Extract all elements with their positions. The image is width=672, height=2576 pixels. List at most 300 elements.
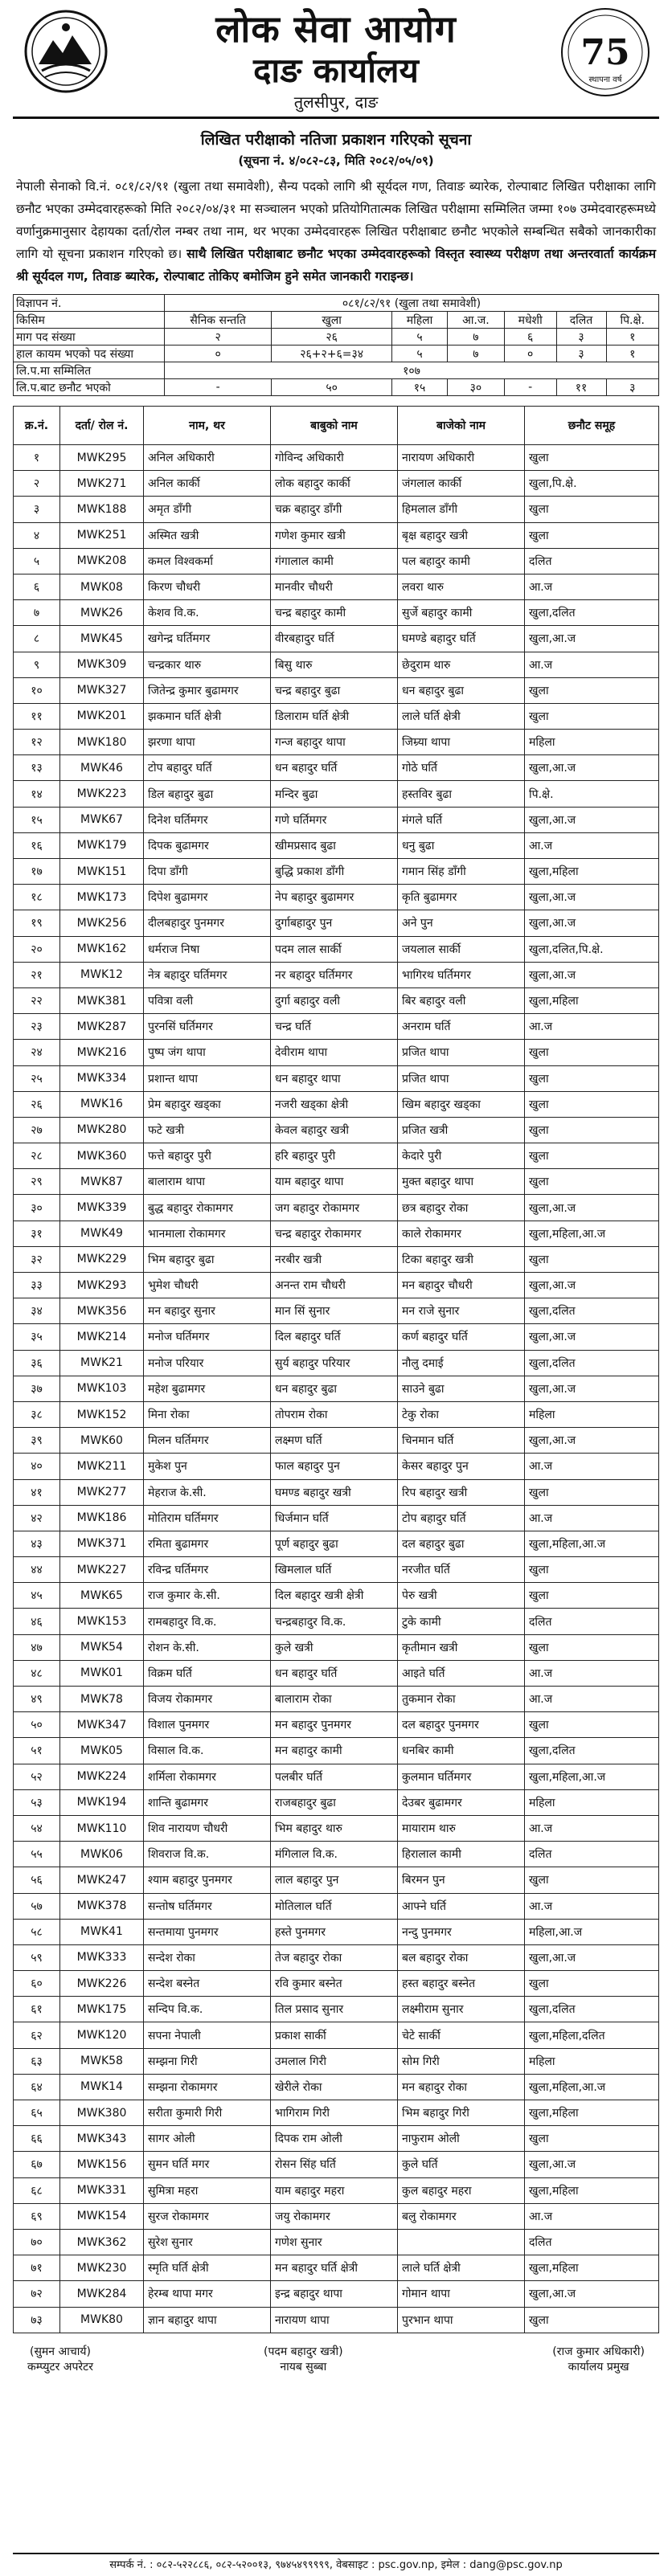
serial-number: ४९ xyxy=(14,1687,60,1712)
selection-group: खुला,दलित xyxy=(525,1350,659,1376)
roll-number: MWK180 xyxy=(60,730,144,755)
table-row xyxy=(14,755,659,781)
selection-group: खुला,दलित xyxy=(525,1298,659,1324)
serial-number: ३० xyxy=(14,1195,60,1221)
selection-group: खुला,आ.ज xyxy=(525,807,659,832)
roll-number: MWK339 xyxy=(60,1195,144,1221)
serial-number: १७ xyxy=(14,859,60,885)
roll-number: MWK360 xyxy=(60,1143,144,1169)
roll-number: MWK110 xyxy=(60,1815,144,1841)
selection-group: खुला,दलित xyxy=(525,600,659,626)
father-name: फाल बहादुर पुन xyxy=(271,1454,398,1479)
roll-number: MWK179 xyxy=(60,832,144,858)
grandfather-name: चिनमान घर्ति xyxy=(398,1428,525,1454)
serial-number: १८ xyxy=(14,885,60,910)
serial-number: १३ xyxy=(14,755,60,781)
selection-group: आ.ज xyxy=(525,2203,659,2229)
serial-number: २७ xyxy=(14,1117,60,1143)
table-row xyxy=(14,962,659,987)
roll-number: MWK280 xyxy=(60,1117,144,1143)
table-row xyxy=(14,1143,659,1169)
grandfather-name: काले रोकामगर xyxy=(398,1221,525,1246)
father-name: पूर्ण बहादुर बुढा xyxy=(271,1531,398,1556)
grandfather-name: पुरभान थापा xyxy=(398,2307,525,2333)
grandfather-name: टिका बहादुर खत्री xyxy=(398,1246,525,1272)
table-row xyxy=(14,1117,659,1143)
table-row xyxy=(14,1221,659,1246)
candidate-name: शिव नारायण चौधरी xyxy=(144,1815,271,1841)
serial-number: ५३ xyxy=(14,1789,60,1815)
notice-body-text: नेपाली सेनाको वि.नं. ०८१/८२/९१ (खुला तथा समावेशी), सैन्य पदको लागि श्री सूर्यदल गण, तिवाङ ब्यारेक, रोल्पाबाट लिखित परीक्षाका लागि छनौट भएका उम्मेदवारहरूको मिति २०८२/०४/३१ मा सञ्चालन भएको प्रतियोगितात्मक लिखित परीक्षामा सम्मिलित जम्मा १०७ उम्मेदवारहरूमध्ये वर्णानुक्रमानुसार देहायका दर्ता/रोल नम्बर तथा नाम, थर भएका उम्मेदवारहरू लिखित परीक्षाबाट छनौट भएकोले सम्बन्धित सबैको जानकारीका लागि यो सूचना प्रकाशन गरिएको छ। xyxy=(16,179,656,261)
table-row xyxy=(14,1660,659,1686)
serial-number: ५२ xyxy=(14,1764,60,1789)
grandfather-name: अनराम घर्ति xyxy=(398,1014,525,1040)
grandfather-name: खिम बहादुर खड्का xyxy=(398,1091,525,1117)
serial-number: १६ xyxy=(14,832,60,858)
notice-reference: (सूचना नं. ४/०८२-८३, मिति २०८२/०५/०९) xyxy=(238,153,434,168)
father-name: हरि बहादुर पुरी xyxy=(271,1143,398,1169)
table-row xyxy=(14,730,659,755)
selection-group: खुला xyxy=(525,1091,659,1117)
summary-cell: ७ xyxy=(447,346,504,362)
serial-number: ६५ xyxy=(14,2100,60,2126)
serial-number: ६१ xyxy=(14,1997,60,2022)
summary-row xyxy=(14,329,659,346)
roll-number: MWK331 xyxy=(60,2177,144,2203)
roll-number: MWK156 xyxy=(60,2152,144,2177)
table-row xyxy=(14,1738,659,1764)
candidate-name: प्रेम बहादुर खड्का xyxy=(144,1091,271,1117)
table-row xyxy=(14,600,659,626)
father-name: रोसन सिंह घर्ति xyxy=(271,2152,398,2177)
table-row xyxy=(14,832,659,858)
serial-number: ३९ xyxy=(14,1428,60,1454)
serial-number: ५ xyxy=(14,548,60,574)
table-row xyxy=(14,548,659,574)
father-name: उमलाल गिरी xyxy=(271,2048,398,2074)
grandfather-name: प्रजित थापा xyxy=(398,1040,525,1065)
roll-number: MWK120 xyxy=(60,2022,144,2048)
father-name: तिल प्रसाद सुनार xyxy=(271,1997,398,2022)
roll-number: MWK188 xyxy=(60,497,144,522)
summary-cell: ६ xyxy=(504,329,556,346)
candidate-name: दिनेश घर्तिमगर xyxy=(144,807,271,832)
father-name: दिल बहादुर खत्री क्षेत्री xyxy=(271,1583,398,1609)
grandfather-name: जंगलाल कार्की xyxy=(398,471,525,497)
father-name: रवि कुमार बस्नेत xyxy=(271,1971,398,1997)
table-row xyxy=(14,1583,659,1609)
table-row xyxy=(14,1971,659,1997)
serial-number: ६९ xyxy=(14,2203,60,2229)
candidate-name: दिपेश बुढामगर xyxy=(144,885,271,910)
serial-number: ६ xyxy=(14,574,60,599)
results-header-row xyxy=(14,407,659,445)
selection-group: खुला,आ.ज xyxy=(525,1428,659,1454)
summary-label: लि.प.मा सम्मिलित xyxy=(14,362,165,379)
letterhead xyxy=(13,0,659,119)
serial-number: ५८ xyxy=(14,1919,60,1944)
summary-cell: ३ xyxy=(606,379,659,396)
candidate-name: शान्ति बुढामगर xyxy=(144,1789,271,1815)
serial-number: ५६ xyxy=(14,1867,60,1893)
table-row xyxy=(14,2281,659,2307)
roll-number: MWK229 xyxy=(60,1246,144,1272)
selection-group: आ.ज xyxy=(525,1815,659,1841)
serial-number: ६४ xyxy=(14,2074,60,2100)
serial-number: ४२ xyxy=(14,1505,60,1531)
selection-group: महिला xyxy=(525,1789,659,1815)
father-name: खिमलाल घर्ति xyxy=(271,1557,398,1583)
father-name: इन्द्र बहादुर थापा xyxy=(271,2281,398,2307)
roll-number: MWK271 xyxy=(60,471,144,497)
roll-number: MWK362 xyxy=(60,2229,144,2255)
selection-group: खुला xyxy=(525,1634,659,1660)
serial-number: ५० xyxy=(14,1712,60,1738)
serial-number: ४६ xyxy=(14,1609,60,1634)
candidate-name: रामबहादुर वि.क. xyxy=(144,1609,271,1634)
summary-cell: २६ xyxy=(272,329,392,346)
roll-number: MWK175 xyxy=(60,1997,144,2022)
candidate-name: सुरेश सुनार xyxy=(144,2229,271,2255)
selection-group: खुला xyxy=(525,1169,659,1195)
table-row xyxy=(14,2022,659,2048)
summary-cell: दलित xyxy=(556,312,606,329)
roll-number: MWK371 xyxy=(60,1531,144,1556)
candidate-name: रविन्द्र घर्तिमगर xyxy=(144,1557,271,1583)
father-name: चन्द्रबहादुर वि.क. xyxy=(271,1609,398,1634)
serial-number: ६० xyxy=(14,1971,60,1997)
grandfather-name: हिरालाल कामी xyxy=(398,1842,525,1867)
candidate-name: मन बहादुर सुनार xyxy=(144,1298,271,1324)
grandfather-name: नरजीत घर्ति xyxy=(398,1557,525,1583)
table-row xyxy=(14,2229,659,2255)
selection-group: आ.ज xyxy=(525,574,659,599)
candidate-name: झरणा थापा xyxy=(144,730,271,755)
roll-number: MWK65 xyxy=(60,1583,144,1609)
selection-group: खुला xyxy=(525,522,659,548)
table-row xyxy=(14,1815,659,1841)
summary-cell: सैनिक सन्तति xyxy=(165,312,272,329)
selection-group: खुला,आ.ज xyxy=(525,885,659,910)
roll-number: MWK216 xyxy=(60,1040,144,1065)
candidate-name: सम्झना गिरी xyxy=(144,2048,271,2074)
grandfather-name: बलु रोकामगर xyxy=(398,2203,525,2229)
selection-group: आ.ज xyxy=(525,652,659,677)
serial-number: ४१ xyxy=(14,1479,60,1505)
summary-cell: मधेशी xyxy=(504,312,556,329)
serial-number: ७० xyxy=(14,2229,60,2255)
roll-number: MWK277 xyxy=(60,1479,144,1505)
father-name: मंगिलाल वि.क. xyxy=(271,1842,398,1867)
serial-number: २० xyxy=(14,936,60,962)
summary-row xyxy=(14,362,659,379)
candidate-name: अनिल अधिकारी xyxy=(144,445,271,471)
father-name: नेप बहादुर बुढामगर xyxy=(271,885,398,910)
table-row xyxy=(14,1454,659,1479)
roll-number: MWK201 xyxy=(60,703,144,729)
roll-number: MWK226 xyxy=(60,1971,144,1997)
summary-cell: ७ xyxy=(447,329,504,346)
selection-group: खुला xyxy=(525,1040,659,1065)
father-name: गणेश कुमार खत्री xyxy=(271,522,398,548)
grandfather-name: नन्दु पुनमगर xyxy=(398,1919,525,1944)
candidate-name: प्रशान्त थापा xyxy=(144,1065,271,1091)
table-row xyxy=(14,677,659,703)
father-name: याम बहादुर थापा xyxy=(271,1169,398,1195)
serial-number: २६ xyxy=(14,1091,60,1117)
father-name: देवीराम थापा xyxy=(271,1040,398,1065)
roll-number: MWK381 xyxy=(60,987,144,1013)
serial-number: ११ xyxy=(14,703,60,729)
roll-number: MWK21 xyxy=(60,1350,144,1376)
roll-number: MWK12 xyxy=(60,962,144,987)
grandfather-name: टोप बहादुर घर्ति xyxy=(398,1505,525,1531)
grandfather-name: कृतीमान खत्री xyxy=(398,1634,525,1660)
grandfather-name: गोमान थापा xyxy=(398,2281,525,2307)
father-name: बुद्धि प्रकाश डाँगी xyxy=(271,859,398,885)
roll-number: MWK58 xyxy=(60,2048,144,2074)
serial-number: ३७ xyxy=(14,1376,60,1401)
table-row xyxy=(14,2074,659,2100)
selection-group: खुला xyxy=(525,497,659,522)
candidate-name: ज्ञान बहादुर थापा xyxy=(144,2307,271,2333)
table-row xyxy=(14,1919,659,1944)
col-header-name: नाम, थर xyxy=(144,407,271,445)
table-row xyxy=(14,1040,659,1065)
candidate-name: भुमेश चौधरी xyxy=(144,1273,271,1298)
selection-group: खुला xyxy=(525,1583,659,1609)
grandfather-name: आइते घर्ति xyxy=(398,1660,525,1686)
serial-number: १९ xyxy=(14,910,60,936)
grandfather-name: रिप बहादुर खत्री xyxy=(398,1479,525,1505)
table-row xyxy=(14,2048,659,2074)
grandfather-name: देउबर बुढामगर xyxy=(398,1789,525,1815)
candidate-name: अस्मित खत्री xyxy=(144,522,271,548)
summary-cell: २६+२+६=३४ xyxy=(272,346,392,362)
summary-cell: १५ xyxy=(392,379,448,396)
office-city: तुलसीपुर, दाङ xyxy=(293,92,379,112)
candidate-name: धर्मराज निषा xyxy=(144,936,271,962)
selection-group: खुला xyxy=(525,2307,659,2333)
office-name: दाङ कार्यालय xyxy=(253,51,419,90)
serial-number: १ xyxy=(14,445,60,471)
serial-number: ४० xyxy=(14,1454,60,1479)
grandfather-name: हस्त बहादुर बस्नेत xyxy=(398,1971,525,1997)
candidate-name: श्याम बहादुर पुनमगर xyxy=(144,1867,271,1893)
candidate-name: मेहराज के.सी. xyxy=(144,1479,271,1505)
candidate-name: विसाल वि.क. xyxy=(144,1738,271,1764)
selection-group: खुला,दलित,पि.क्षे. xyxy=(525,936,659,962)
grandfather-name: केसर बहादुर पुन xyxy=(398,1454,525,1479)
father-name: गन्ज बहादुर थापा xyxy=(271,730,398,755)
table-row xyxy=(14,1428,659,1454)
grandfather-name: कुले घर्ति xyxy=(398,2152,525,2177)
grandfather-name: टुके कामी xyxy=(398,1609,525,1634)
table-row xyxy=(14,2126,659,2152)
table-row xyxy=(14,2100,659,2126)
roll-number: MWK154 xyxy=(60,2203,144,2229)
notice-body xyxy=(13,175,659,288)
grandfather-name: केदारे पुरी xyxy=(398,1143,525,1169)
father-name: मन बहादुर कामी xyxy=(271,1738,398,1764)
father-name: भिम बहादुर थारु xyxy=(271,1815,398,1841)
roll-number: MWK49 xyxy=(60,1221,144,1246)
grandfather-name: बिर बहादुर वली xyxy=(398,987,525,1013)
summary-row xyxy=(14,346,659,362)
candidate-name: चन्द्रकार थारु xyxy=(144,652,271,677)
serial-number: ४४ xyxy=(14,1557,60,1583)
roll-number: MWK230 xyxy=(60,2255,144,2281)
selection-group: दलित xyxy=(525,2229,659,2255)
selection-group: खुला,महिला,आ.ज xyxy=(525,1221,659,1246)
candidate-name: रमिता बुढामगर xyxy=(144,1531,271,1556)
selection-group: खुला xyxy=(525,445,659,471)
selection-group: खुला,आ.ज xyxy=(525,626,659,652)
roll-number: MWK284 xyxy=(60,2281,144,2307)
grandfather-name: गोठे घर्ति xyxy=(398,755,525,781)
grandfather-name: जिम्र्या थापा xyxy=(398,730,525,755)
candidate-name: मोतिराम घर्तिमगर xyxy=(144,1505,271,1531)
grandfather-name: धनु बुढा xyxy=(398,832,525,858)
father-name: तोपराम रोका xyxy=(271,1401,398,1427)
father-name: गणेश सुनार xyxy=(271,2229,398,2255)
candidate-name: सपना नेपाली xyxy=(144,2022,271,2048)
table-row xyxy=(14,1893,659,1919)
roll-number: MWK251 xyxy=(60,522,144,548)
roll-number: MWK54 xyxy=(60,1634,144,1660)
roll-number: MWK223 xyxy=(60,781,144,807)
selection-group: दलित xyxy=(525,1609,659,1634)
father-name: चन्द्र बहादुर रोकामगर xyxy=(271,1221,398,1246)
father-name: राजबहादुर बुढा xyxy=(271,1789,398,1815)
table-row xyxy=(14,1997,659,2022)
candidate-name: सन्दिप वि.क. xyxy=(144,1997,271,2022)
summary-cell: महिला xyxy=(392,312,448,329)
candidate-name: दिपक बुढामगर xyxy=(144,832,271,858)
grandfather-name: पेरु खत्री xyxy=(398,1583,525,1609)
grandfather-name: मंगले घर्ति xyxy=(398,807,525,832)
father-name: नजरी खड्का क्षेत्री xyxy=(271,1091,398,1117)
candidate-name: मुकेश पुन xyxy=(144,1454,271,1479)
grandfather-name: दल बहादुर बुढा xyxy=(398,1531,525,1556)
summary-label: किसिम xyxy=(14,312,165,329)
candidate-name: भिम बहादुर बुढा xyxy=(144,1246,271,1272)
table-row xyxy=(14,703,659,729)
father-name: हस्ते पुनमगर xyxy=(271,1919,398,1944)
grandfather-name: छेदुराम थारु xyxy=(398,652,525,677)
table-row xyxy=(14,1195,659,1221)
table-row xyxy=(14,1091,659,1117)
serial-number: ४७ xyxy=(14,1634,60,1660)
roll-number: MWK356 xyxy=(60,1298,144,1324)
table-row xyxy=(14,1479,659,1505)
table-row xyxy=(14,936,659,962)
father-name: मन्दिर बुढा xyxy=(271,781,398,807)
grandfather-name: कुलमान घर्तिमगर xyxy=(398,1764,525,1789)
table-row xyxy=(14,2255,659,2281)
table-row xyxy=(14,885,659,910)
father-name: भागिराम गिरी xyxy=(271,2100,398,2126)
selection-group: आ.ज xyxy=(525,1893,659,1919)
candidate-name: कमल विश्वकर्मा xyxy=(144,548,271,574)
roll-number: MWK16 xyxy=(60,1091,144,1117)
roll-number: MWK41 xyxy=(60,1919,144,1944)
grandfather-name: आफ्ने घर्ति xyxy=(398,1893,525,1919)
summary-cell: ० xyxy=(504,346,556,362)
selection-group: खुला xyxy=(525,1557,659,1583)
table-row xyxy=(14,445,659,471)
roll-number: MWK152 xyxy=(60,1401,144,1427)
father-name: खीमप्रसाद बुढा xyxy=(271,832,398,858)
roll-number: MWK211 xyxy=(60,1454,144,1479)
selection-group: खुला,आ.ज xyxy=(525,2281,659,2307)
serial-number: ६७ xyxy=(14,2152,60,2177)
father-name: दिपक राम ओली xyxy=(271,2126,398,2152)
grandfather-name: धनबिर कामी xyxy=(398,1738,525,1764)
signature-block xyxy=(264,2345,343,2375)
grandfather-name: मन बहादुर चौधरी xyxy=(398,1273,525,1298)
table-row xyxy=(14,1712,659,1738)
serial-number: ५५ xyxy=(14,1842,60,1867)
candidate-name: टोप बहादुर घर्ति xyxy=(144,755,271,781)
father-name: बिसु थारु xyxy=(271,652,398,677)
serial-number: १० xyxy=(14,677,60,703)
selection-group: महिला xyxy=(525,2048,659,2074)
grandfather-name: मन राजे सुनार xyxy=(398,1298,525,1324)
table-row xyxy=(14,1944,659,1970)
father-name: धिर्जमान घर्ति xyxy=(271,1505,398,1531)
candidate-name: महेश बुढामगर xyxy=(144,1376,271,1401)
grandfather-name xyxy=(398,2229,525,2255)
father-name: नरबीर खत्री xyxy=(271,1246,398,1272)
grandfather-name: कुल बहादुर महरा xyxy=(398,2177,525,2203)
father-name: धन बहादुर थापा xyxy=(271,1065,398,1091)
father-name: चन्द्र बहादुर बुढा xyxy=(271,677,398,703)
table-row xyxy=(14,1401,659,1427)
roll-number: MWK67 xyxy=(60,807,144,832)
father-name: नर बहादुर घर्तिमगर xyxy=(271,962,398,987)
org-name: लोक सेवा आयोग xyxy=(215,7,457,51)
serial-number: २५ xyxy=(14,1065,60,1091)
roll-number: MWK05 xyxy=(60,1738,144,1764)
serial-number: ४ xyxy=(14,522,60,548)
father-name: लोक बहादुर कार्की xyxy=(271,471,398,497)
summary-cell: - xyxy=(504,379,556,396)
roll-number: MWK194 xyxy=(60,1789,144,1815)
signature-block xyxy=(552,2345,645,2375)
serial-number: ७ xyxy=(14,600,60,626)
summary-cell: आ.ज. xyxy=(447,312,504,329)
col-header-father: बाबुको नाम xyxy=(271,407,398,445)
summary-cell: ३० xyxy=(447,379,504,396)
serial-number: २१ xyxy=(14,962,60,987)
summary-cell: ० xyxy=(165,346,272,362)
grandfather-name: पल बहादुर कामी xyxy=(398,548,525,574)
selection-group: खुला,आ.ज xyxy=(525,1195,659,1221)
roll-number: MWK78 xyxy=(60,1687,144,1712)
father-name: जग बहादुर रोकामगर xyxy=(271,1195,398,1221)
grandfather-name: घमण्डे बहादुर घर्ति xyxy=(398,626,525,652)
serial-number: ७२ xyxy=(14,2281,60,2307)
candidate-name: पुरनसिं घर्तिमगर xyxy=(144,1014,271,1040)
father-name: डिलाराम घर्ति क्षेत्री xyxy=(271,703,398,729)
father-name: लक्ष्मण घर्ति xyxy=(271,1428,398,1454)
roll-number: MWK162 xyxy=(60,936,144,962)
serial-number: ७१ xyxy=(14,2255,60,2281)
father-name: जयु रोकामगर xyxy=(271,2203,398,2229)
selection-group: खुला,महिला,आ.ज xyxy=(525,1764,659,1789)
selection-group: खुला xyxy=(525,1117,659,1143)
